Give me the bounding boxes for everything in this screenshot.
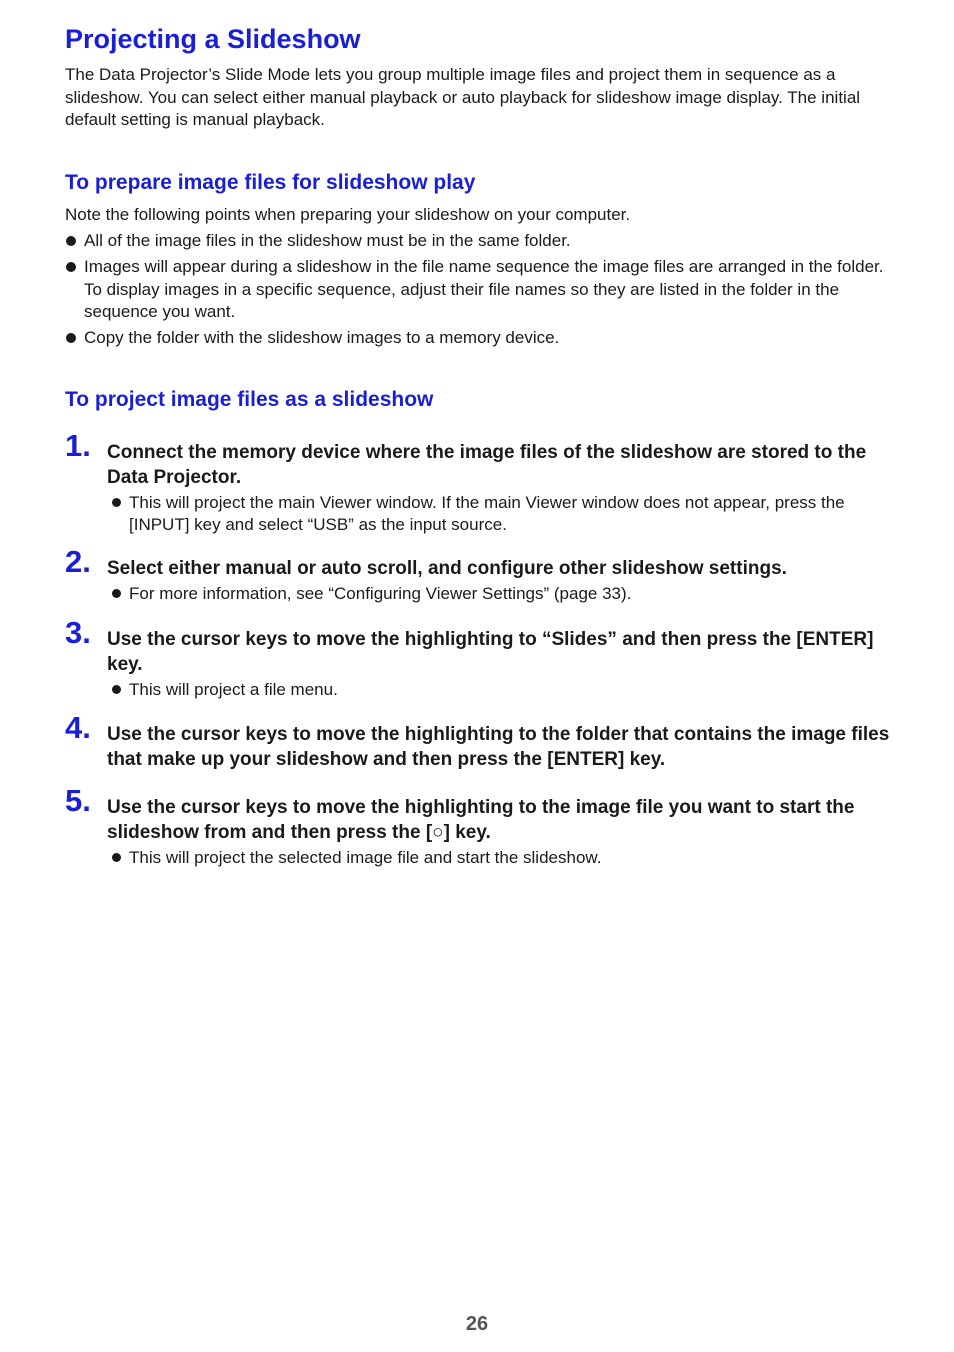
section-heading-project: To project image files as a slideshow: [65, 388, 434, 411]
step-instruction: Connect the memory device where the image files of the slideshow are stored to the Data Projector.: [107, 442, 867, 488]
step-instruction: Use the cursor keys to move the highlighting to the image file you want to start the slideshow from and then press the [○] key.: [107, 797, 855, 843]
prepare-note: Note the following points when preparing your slideshow on your computer.: [65, 205, 631, 224]
list-item: This will project the main Viewer window. If the main Viewer window does not appear, press the [INPUT] key and select “USB” as the input source.: [107, 492, 890, 535]
bullet-icon: [112, 498, 121, 507]
list-item: For more information, see “Configuring Viewer Settings” (page 33).: [107, 583, 890, 605]
step-number: 1.: [65, 428, 91, 463]
step-4: [65, 710, 890, 772]
prepare-points-list: [65, 230, 890, 353]
step-notes: [107, 583, 890, 605]
list-item: Images will appear during a slideshow in the file name sequence the image files are arranged in the folder. To display images in a specific sequence, adjust their file names so they are listed in the folder in the sequence you want.: [65, 256, 890, 324]
step-5: [65, 783, 890, 869]
bullet-icon: [66, 236, 76, 246]
step-notes: [107, 679, 890, 701]
intro-paragraph: The Data Projector’s Slide Mode lets you group multiple image files and project them in sequence as a slideshow. You can select either manual playback or auto playback for slideshow image display. The initial default setting is manual playback.: [65, 65, 861, 129]
step-3: [65, 615, 890, 701]
bullet-icon: [66, 333, 76, 343]
list-item: This will project a file menu.: [107, 679, 890, 701]
bullet-icon: [112, 853, 121, 862]
bullet-icon: [112, 589, 121, 598]
step-notes: [107, 492, 890, 535]
page-title: Projecting a Slideshow: [65, 24, 361, 54]
step-instruction: Select either manual or auto scroll, and configure other slideshow settings.: [107, 558, 787, 579]
step-1: [65, 428, 890, 535]
step-instruction: Use the cursor keys to move the highlighting to the folder that contains the image files that make up your slideshow and then press the [ENTER] key.: [107, 724, 890, 770]
step-notes: [107, 847, 890, 869]
step-number: 3.: [65, 615, 91, 650]
bullet-icon: [112, 685, 121, 694]
step-number: 5.: [65, 783, 91, 818]
list-item: This will project the selected image file and start the slideshow.: [107, 847, 890, 869]
step-instruction: Use the cursor keys to move the highlighting to “Slides” and then press the [ENTER] key.: [107, 629, 874, 675]
step-2: [65, 544, 890, 605]
page-number: 26: [465, 1313, 489, 1335]
section-heading-prepare: To prepare image files for slideshow play: [65, 171, 476, 194]
step-number: 4.: [65, 710, 91, 745]
step-number: 2.: [65, 544, 91, 579]
list-item: All of the image files in the slideshow must be in the same folder.: [65, 230, 890, 253]
bullet-icon: [66, 262, 76, 272]
list-item: Copy the folder with the slideshow images to a memory device.: [65, 327, 890, 350]
